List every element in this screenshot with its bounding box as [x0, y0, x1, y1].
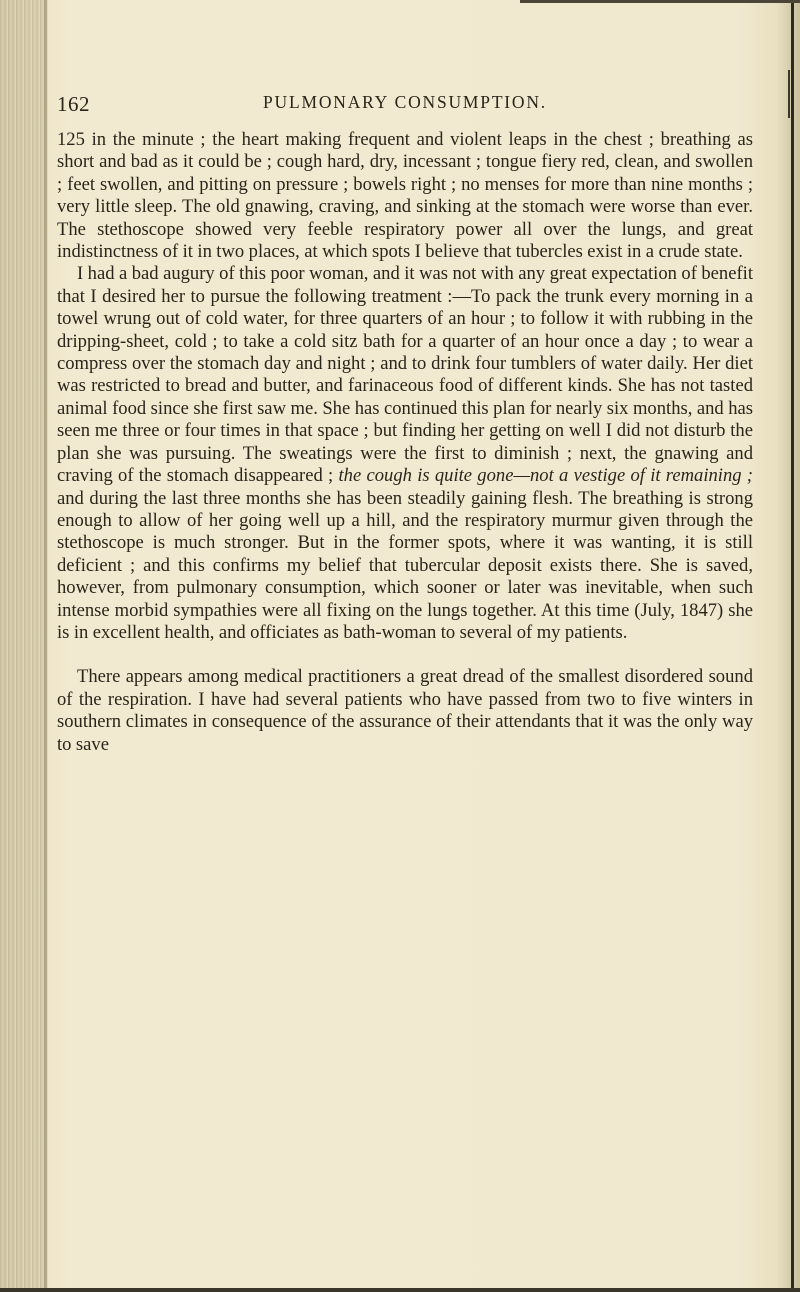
right-edge-line	[791, 0, 794, 1292]
running-head: PULMONARY CONSUMPTION.	[263, 92, 547, 112]
right-edge-mark	[788, 70, 790, 118]
bottom-edge-line	[0, 1288, 800, 1292]
body-text	[57, 129, 753, 756]
page-number: 162	[57, 92, 90, 116]
paragraph-2-italic: the cough is quite gone—not a vestige of it remaining ;	[338, 465, 754, 487]
top-edge-line	[520, 0, 800, 3]
paragraph-3	[57, 666, 753, 756]
right-page-edge	[778, 0, 800, 1292]
paragraph-2-text-a: I had a bad augury of this poor woman, and it was not with any great expectation of benefit that I desired her to pursue the following treatment :—To pack the trunk every morning in a towel wrung out of cold water, for three quarters of an hour ; to follow it with rubbing in the dripping-sheet, cold ; to take a cold sitz bath for a quarter of an hour once a day ; to wear a compress over the stomach day and night ; and to drink four tumblers of water daily. Her diet was restricted to bread and butter, and farinaceous food of different kinds. She has not tasted animal food since she first saw me. She has continued this plan for nearly six months, and has seen me three or four times in that space ; but finding her getting on well I did not disturb the plan she was pursuing. The sweatings were the first to diminish ; next, the gnawing and craving of the stomach disappeared ;	[57, 263, 753, 487]
paragraph-2-text-b: and during the last three months she has been steadily gaining flesh. The breathing is strong enough to allow of her going well up a hill, and the respiratory murmur given through the stethoscope is much stronger. But in the former spots, where it was wanting, it is still deficient ; and this confirms my belief that tubercular deposit exists there. She is saved, however, from pulmonary consumption, which sooner or later was inevitable, when such intense morbid sympathies were all fixing on the lungs together. At this time (July, 1847) she is in excellent health, and officiates as bath-woman to several of my patients.	[57, 487, 753, 643]
paragraph-1-text: 125 in the minute ; the heart making frequent and violent leaps in the chest ; breathing as short and bad as it could be ; cough hard, dry, incessant ; tongue fiery red, clean, and swollen ; feet swollen, and pitting on pressure ; bowels right ; no menses for more than nine months ; very little sleep. The old gnawing, craving, and sinking at the stomach were worse than ever. The stethoscope showed very feeble respiratory power all over the lungs, and great indistinctness of it in two places, at which spots I believe that tubercles exist in a crude state.	[57, 129, 753, 263]
binding-gutter	[0, 0, 48, 1292]
paragraph-2	[57, 263, 753, 644]
paragraph-3-text: There appears among medical practitioners a great dread of the smallest disordered sound of the respiration. I have had several patients who have passed from two to five winters in southern climates in consequence of the assurance of their attendants that it was the only way to save	[57, 666, 753, 755]
gutter-edge	[44, 0, 47, 1292]
page-header	[57, 92, 753, 118]
paragraph-1	[57, 129, 753, 263]
